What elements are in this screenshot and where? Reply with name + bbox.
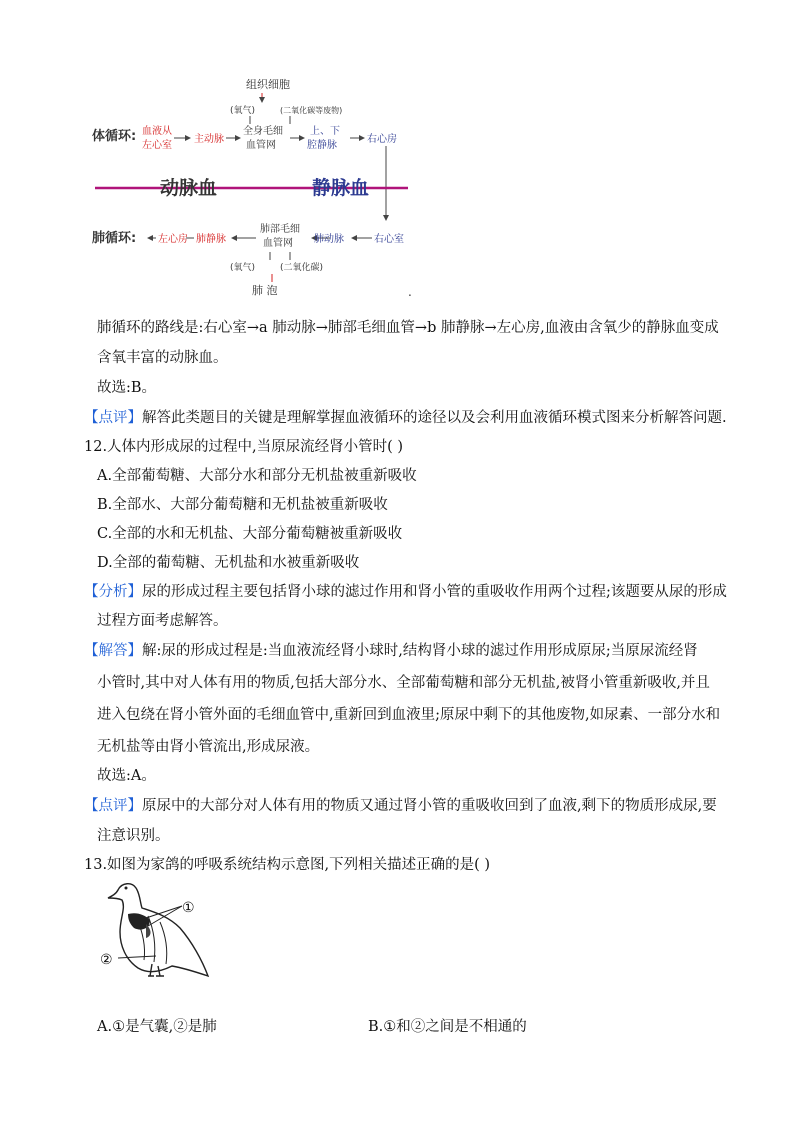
body-capillary-node: 全身毛细 — [243, 126, 283, 137]
right-atrium-node: 右心房 — [367, 134, 397, 145]
answer-12: 故选:A。 — [97, 768, 156, 784]
vena-cava-node-2: 腔静脉 — [307, 140, 337, 151]
co2-bottom-label: (二氧化碳) — [280, 263, 324, 273]
comment-tag: 【点评】 — [84, 410, 142, 426]
pulmonary-vein-node: 肺静脉 — [196, 234, 226, 245]
pigeon-respiratory-diagram — [96, 876, 216, 986]
aorta-node: 主动脉 — [194, 134, 224, 145]
co2-waste-label: (二氧化碳等废物) — [280, 106, 343, 115]
analysis-12 — [84, 582, 727, 602]
pulmonary-route-text-2: 含氧丰富的动脉血。 — [97, 350, 228, 366]
comment-12-text-2: 注意识别。 — [97, 828, 170, 844]
solution-12-text-3: 进入包绕在肾小管外面的毛细血管中,重新回到血液里;原尿中剩下的其他废物,如尿素、一部分水和 — [97, 707, 721, 723]
vena-cava-node: 上、下 — [310, 126, 340, 137]
question-13: 13.如图为家鸽的呼吸系统结构示意图,下列相关描述正确的是( ) — [84, 857, 491, 873]
pulmonary-route-text: 肺循环的路线是:右心室→a 肺动脉→肺部毛细血管→b 肺静脉→左心房,血液由含氧少的静脉血变成 — [97, 320, 719, 336]
analysis-12-text: 尿的形成过程主要包括肾小球的滤过作用和肾小管的重吸收作用两个过程;该题要从尿的形成 — [142, 584, 727, 600]
pulmonary-artery-node: 肺动脉 — [314, 234, 344, 245]
bird-label-2: ② — [100, 952, 113, 968]
left-atrium-node: 左心房 — [158, 234, 188, 245]
pulmonary-label: 肺循环: — [92, 231, 137, 246]
systemic-label: 体循环: — [92, 129, 137, 144]
trailing-dot: . — [408, 285, 412, 299]
blood-circulation-diagram — [90, 68, 420, 303]
comment-12-text: 原尿中的大部分对人体有用的物质又通过肾小管的重吸收回到了血液,剩下的物质形成尿,要 — [142, 798, 717, 814]
alveoli-label: 肺 泡 — [252, 284, 278, 297]
comment-12 — [84, 796, 717, 816]
right-ventricle-node: 右心室 — [374, 234, 404, 245]
solution-12-text-2: 小管时,其中对人体有用的物质,包括大部分水、全部葡萄糖和部分无机盐,被肾小管重新吸收,并且 — [97, 675, 710, 691]
lung-capillary-node-2: 血管网 — [263, 238, 293, 249]
solution-12-text-4: 无机盐等由肾小管流出,形成尿液。 — [97, 739, 320, 755]
option-12b: B.全部水、大部分葡萄糖和无机盐被重新吸收 — [97, 497, 388, 513]
option-12c: C.全部的水和无机盐、大部分葡萄糖被重新吸收 — [97, 526, 403, 542]
body-capillary-node-2: 血管网 — [246, 140, 276, 151]
option-12d: D.全部的葡萄糖、无机盐和水被重新吸收 — [97, 555, 360, 571]
comment-11 — [84, 408, 727, 428]
question-12: 12.人体内形成尿的过程中,当原尿流经肾小管时( ) — [84, 439, 404, 455]
lung-capillary-node: 肺部毛细 — [260, 224, 300, 235]
option-12a: A.全部葡萄糖、大部分水和部分无机盐被重新吸收 — [97, 468, 417, 484]
bird-label-1: ① — [182, 900, 195, 916]
venous-blood-label: 静脉血 — [312, 177, 370, 199]
oxygen-top-label: (氧气) — [230, 106, 256, 116]
analysis-12-text-2: 过程方面考虑解答。 — [97, 613, 228, 629]
solution-12 — [84, 641, 698, 661]
arterial-blood-label: 动脉血 — [160, 177, 218, 199]
left-ventricle-top: 左心室 — [142, 140, 172, 151]
blood-from-lv: 血液从 — [142, 126, 172, 137]
oxygen-bottom-label: (氧气) — [230, 263, 256, 273]
option-13a: A.①是气囊,②是肺 — [97, 1019, 217, 1035]
comment-12-tag: 【点评】 — [84, 798, 142, 814]
solution-tag: 【解答】 — [84, 643, 142, 659]
analysis-tag: 【分析】 — [84, 584, 142, 600]
comment-11-text: 解答此类题目的关键是理解掌握血液循环的途径以及会利用血液循环模式图来分析解答问题. — [142, 410, 727, 426]
answer-11: 故选:B。 — [97, 380, 157, 396]
solution-12-text: 解:尿的形成过程是:当血液流经肾小球时,结构肾小球的滤过作用形成原尿;当原尿流经肾 — [142, 643, 698, 659]
option-13b: B.①和②之间是不相通的 — [368, 1019, 527, 1035]
tissue-cell-label: 组织细胞 — [246, 78, 290, 91]
